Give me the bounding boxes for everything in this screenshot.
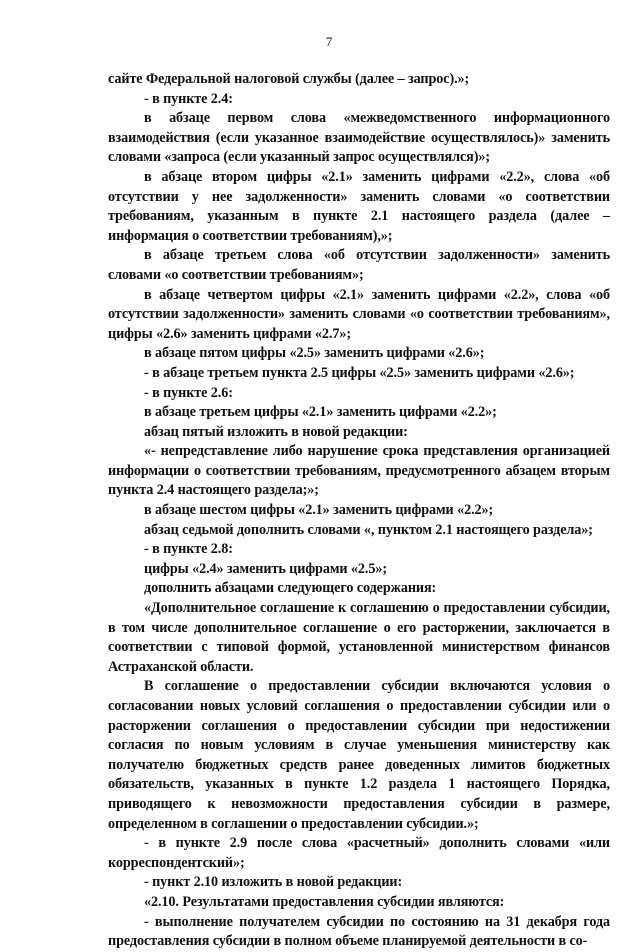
paragraph: «2.10. Результатами предоставления субсидии являются: — [144, 893, 505, 910]
paragraph: В соглашение о предоставлении субсидии включаются условия о согласовании новых условий соглашения о предоставлении субсидии или о расторжении соглашения о предоставлении субсидии при недостижении согласия по новым условиям в случае уменьшения министерству как получателю бюджетных средств ранее доведенных лимитов бюджетных обязательств, указанных в пункте 1.2 раздела 1 настоящего Порядка, приводящего к невозможности предоставления субсидии в размере, определенном в соглашении о предоставлении субсидии.»; — [108, 678, 610, 832]
paragraph: в абзаце третьем цифры «2.1» заменить цифрами «2.2»; — [144, 404, 497, 421]
paragraph: «- непредставление либо нарушение срока представления организацией информации о соответствии требованиям, предусмотренного абзацем вторым пункта 2.4 настоящего раздела;»; — [108, 443, 610, 499]
paragraph: дополнить абзацами следующего содержания: — [144, 580, 437, 597]
paragraph: в абзаце втором цифры «2.1» заменить цифрами «2.2», слова «об отсутствии у нее задолженности» заменить словами «о соответствии требованиям, указанным в пункте 2.1 настоящего раздела (далее – информация о соответствии требованиям),»; — [108, 168, 610, 244]
paragraph: - в пункте 2.9 после слова «расчетный» дополнить словами «или корреспондентский»; — [108, 835, 610, 871]
paragraph: в абзаце четвертом цифры «2.1» заменить цифрами «2.2», слова «об отсутствии задолженности» заменить словами «о соответствии требованиям», цифры «2.6» заменить цифрами «2.7»; — [108, 286, 610, 342]
paragraph: абзац пятый изложить в новой редакции: — [144, 423, 408, 440]
paragraph: - пункт 2.10 изложить в новой редакции: — [144, 874, 403, 891]
document-body — [108, 70, 610, 952]
paragraph: - в абзаце третьем пункта 2.5 цифры «2.5» заменить цифрами «2.6»; — [144, 364, 575, 381]
paragraph: абзац седьмой дополнить словами «, пунктом 2.1 настоящего раздела»; — [144, 521, 593, 538]
paragraph: в абзаце третьем слова «об отсутствии задолженности» заменить словами «о соответствии требованиям»; — [108, 247, 610, 283]
paragraph: - в пункте 2.6: — [144, 384, 233, 401]
paragraph: - выполнение получателем субсидии по состоянию на 31 декабря года предоставления субсидии в полном объеме планируемой деятельности в со- — [108, 913, 610, 950]
page-number: 7 — [325, 34, 333, 49]
paragraph: - в пункте 2.8: — [144, 541, 233, 558]
paragraph: цифры «2.4» заменить цифрами «2.5»; — [144, 560, 387, 577]
paragraph: - в пункте 2.4: — [144, 90, 233, 107]
paragraph: «Дополнительное соглашение к соглашению о предоставлении субсидии, в том числе дополнительное соглашение о его расторжении, заключается в соответствии с типовой формой, установленной министерством финансов Астраханской области. — [108, 600, 610, 675]
paragraph: в абзаце первом слова «межведомственного информационного взаимодействия (если указанное взаимодействие осуществлялось)» заменить словами «запроса (если указанный запрос осуществлялся)»; — [108, 110, 610, 166]
paragraph: в абзаце пятом цифры «2.5» заменить цифрами «2.6»; — [144, 345, 485, 362]
paragraph: в абзаце шестом цифры «2.1» заменить цифрами «2.2»; — [144, 502, 494, 519]
paragraph: сайте Федеральной налоговой службы (далее – запрос).»; — [108, 71, 470, 87]
